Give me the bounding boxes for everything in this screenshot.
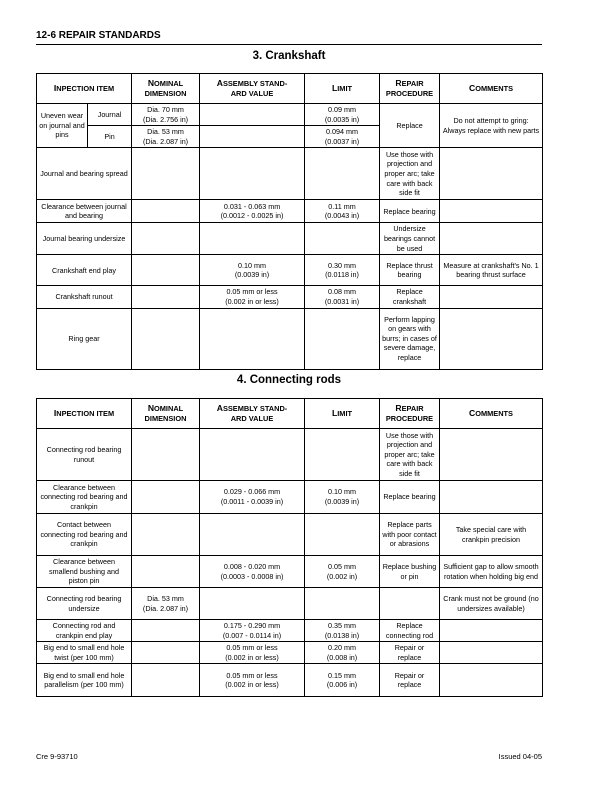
runout-repair: Replace crankshaft bbox=[380, 286, 440, 308]
item-rod-bearing-runout: Connecting rod bearing runout bbox=[37, 429, 132, 481]
col-limit: LIMIT bbox=[305, 399, 380, 429]
endplay-assembly: 0.10 mm (0.0039 in) bbox=[200, 255, 305, 286]
table-row bbox=[37, 104, 543, 126]
header-row bbox=[37, 399, 543, 429]
col-repair-procedure: REPAIR PROCEDURE bbox=[380, 74, 440, 104]
journal-nominal: Dia. 70 mm (Dia. 2.756 in) bbox=[132, 104, 200, 126]
r1-repair: Use those with projection and proper arc; take care with back side fit bbox=[380, 429, 440, 481]
table-row bbox=[37, 664, 543, 697]
journal-assembly bbox=[200, 104, 305, 126]
item-rod-clearance: Clearance between connecting rod bearing and crankpin bbox=[37, 481, 132, 514]
runout-limit: 0.08 mm (0.0031 in) bbox=[305, 286, 380, 308]
table-row bbox=[37, 429, 543, 481]
table-row bbox=[37, 308, 543, 369]
r4-comment: Sufficient gap to allow smooth rotation when holding big end bbox=[440, 556, 543, 588]
col-assembly-standard: ASSEMBLY STAND- ARD VALUE bbox=[200, 74, 305, 104]
clearance-limit: 0.11 mm (0.0043 in) bbox=[305, 200, 380, 223]
crankshaft-section-title: 3. Crankshaft bbox=[252, 50, 326, 62]
col-comments: COMMENTS bbox=[440, 399, 543, 429]
journal-limit: 0.09 mm (0.0035 in) bbox=[305, 104, 380, 126]
undersize-repair: Undersize bearings cannot be used bbox=[380, 223, 440, 255]
spread-repair: Use those with projection and proper arc; take care with back side fit bbox=[380, 148, 440, 200]
col-inspection-item: INPECTION ITEM bbox=[37, 399, 132, 429]
r2-limit: 0.10 mm (0.0039 in) bbox=[305, 481, 380, 514]
clearance-repair: Replace bearing bbox=[380, 200, 440, 223]
item-undersize: Journal bearing undersize bbox=[37, 223, 132, 255]
r8-limit: 0.15 mm (0.006 in) bbox=[305, 664, 380, 697]
r5-comment: Crank must not be ground (no undersizes available) bbox=[440, 588, 543, 620]
col-assembly-standard: ASSEMBLY STAND- ARD VALUE bbox=[200, 399, 305, 429]
r5-nominal: Dia. 53 mm (Dia. 2.087 in) bbox=[132, 588, 200, 620]
r4-assembly: 0.008 - 0.020 mm (0.0003 - 0.0008 in) bbox=[200, 556, 305, 588]
r6-assembly: 0.175 - 0.290 mm (0.007 - 0.0114 in) bbox=[200, 620, 305, 642]
col-nominal-dimension: NOMINAL DIMENSION bbox=[132, 399, 200, 429]
pin-nominal: Dia. 53 mm (Dia. 2.087 in) bbox=[132, 126, 200, 148]
r4-repair: Replace bushing or pin bbox=[380, 556, 440, 588]
runout-assembly: 0.05 mm or less (0.002 in or less) bbox=[200, 286, 305, 308]
r3-comment: Take special care with crankpin precision bbox=[440, 514, 543, 556]
endplay-comment: Measure at crankshaft's No. 1 bearing thrust surface bbox=[440, 255, 543, 286]
r2-repair: Replace bearing bbox=[380, 481, 440, 514]
connecting-rods-section-title: 4. Connecting rods bbox=[236, 374, 342, 386]
r7-assembly: 0.05 mm or less (0.002 in or less) bbox=[200, 642, 305, 664]
item-ring-gear: Ring gear bbox=[37, 308, 132, 369]
footer-issue-date: Issued 04-05 bbox=[498, 752, 542, 761]
footer-doc-number: Cre 9-93710 bbox=[36, 752, 78, 761]
ring-repair: Perform lapping on gears with burrs; in cases of severe damage, replace bbox=[380, 308, 440, 369]
table-row bbox=[37, 514, 543, 556]
wear-repair: Replace bbox=[380, 104, 440, 148]
wear-comment: Do not attempt to gring: Always replace with new parts bbox=[440, 104, 543, 148]
table-row bbox=[37, 588, 543, 620]
item-rod-undersize: Connecting rod bearing undersize bbox=[37, 588, 132, 620]
col-comments: COMMENTS bbox=[440, 74, 543, 104]
r4-limit: 0.05 mm (0.002 in) bbox=[305, 556, 380, 588]
item-hole-parallelism: Big end to small end hole parallelism (per 100 mm) bbox=[37, 664, 132, 697]
item-uneven-wear: Uneven wear on journal and pins bbox=[37, 104, 88, 148]
connecting-rods-table bbox=[36, 398, 543, 697]
item-hole-twist: Big end to small end hole twist (per 100 mm) bbox=[37, 642, 132, 664]
r8-repair: Repair or replace bbox=[380, 664, 440, 697]
header-row bbox=[37, 74, 543, 104]
endplay-repair: Replace thrust bearing bbox=[380, 255, 440, 286]
item-clearance: Clearance between journal and bearing bbox=[37, 200, 132, 223]
item-runout: Crankshaft runout bbox=[37, 286, 132, 308]
r7-limit: 0.20 mm (0.008 in) bbox=[305, 642, 380, 664]
endplay-limit: 0.30 mm (0.0118 in) bbox=[305, 255, 380, 286]
clearance-assembly: 0.031 - 0.063 mm (0.0012 - 0.0025 in) bbox=[200, 200, 305, 223]
r6-limit: 0.35 mm (0.0138 in) bbox=[305, 620, 380, 642]
table-row bbox=[37, 148, 543, 200]
item-rod-contact: Contact between connecting rod bearing and crankpin bbox=[37, 514, 132, 556]
table-row bbox=[37, 200, 543, 223]
item-spread: Journal and bearing spread bbox=[37, 148, 132, 200]
table-row bbox=[37, 481, 543, 514]
crankshaft-table bbox=[36, 73, 543, 370]
col-repair-procedure: REPAIR PROCEDURE bbox=[380, 399, 440, 429]
item-smallend-clearance: Clearance between smallend bushing and piston pin bbox=[37, 556, 132, 588]
table-row bbox=[37, 255, 543, 286]
item-pin: Pin bbox=[88, 126, 132, 148]
r2-assembly: 0.029 - 0.066 mm (0.0011 - 0.0039 in) bbox=[200, 481, 305, 514]
r6-repair: Replace connecting rod bbox=[380, 620, 440, 642]
item-rod-end-play: Connecting rod and crankpin end play bbox=[37, 620, 132, 642]
table-row bbox=[37, 223, 543, 255]
pin-limit: 0.094 mm (0.0037 in) bbox=[305, 126, 380, 148]
pin-assembly bbox=[200, 126, 305, 148]
item-journal: Journal bbox=[88, 104, 132, 126]
table-row bbox=[37, 620, 543, 642]
page-header: 12-6 REPAIR STANDARDS bbox=[36, 30, 542, 45]
r3-repair: Replace parts with poor contact or abrasions bbox=[380, 514, 440, 556]
col-inspection-item: INPECTION ITEM bbox=[37, 74, 132, 104]
r7-repair: Repair or replace bbox=[380, 642, 440, 664]
col-nominal-dimension: NOMINAL DIMENSION bbox=[132, 74, 200, 104]
col-limit: LIMIT bbox=[305, 74, 380, 104]
table-row bbox=[37, 642, 543, 664]
r8-assembly: 0.05 mm or less (0.002 in or less) bbox=[200, 664, 305, 697]
table-row bbox=[37, 286, 543, 308]
table-row bbox=[37, 556, 543, 588]
item-end-play: Crankshaft end play bbox=[37, 255, 132, 286]
